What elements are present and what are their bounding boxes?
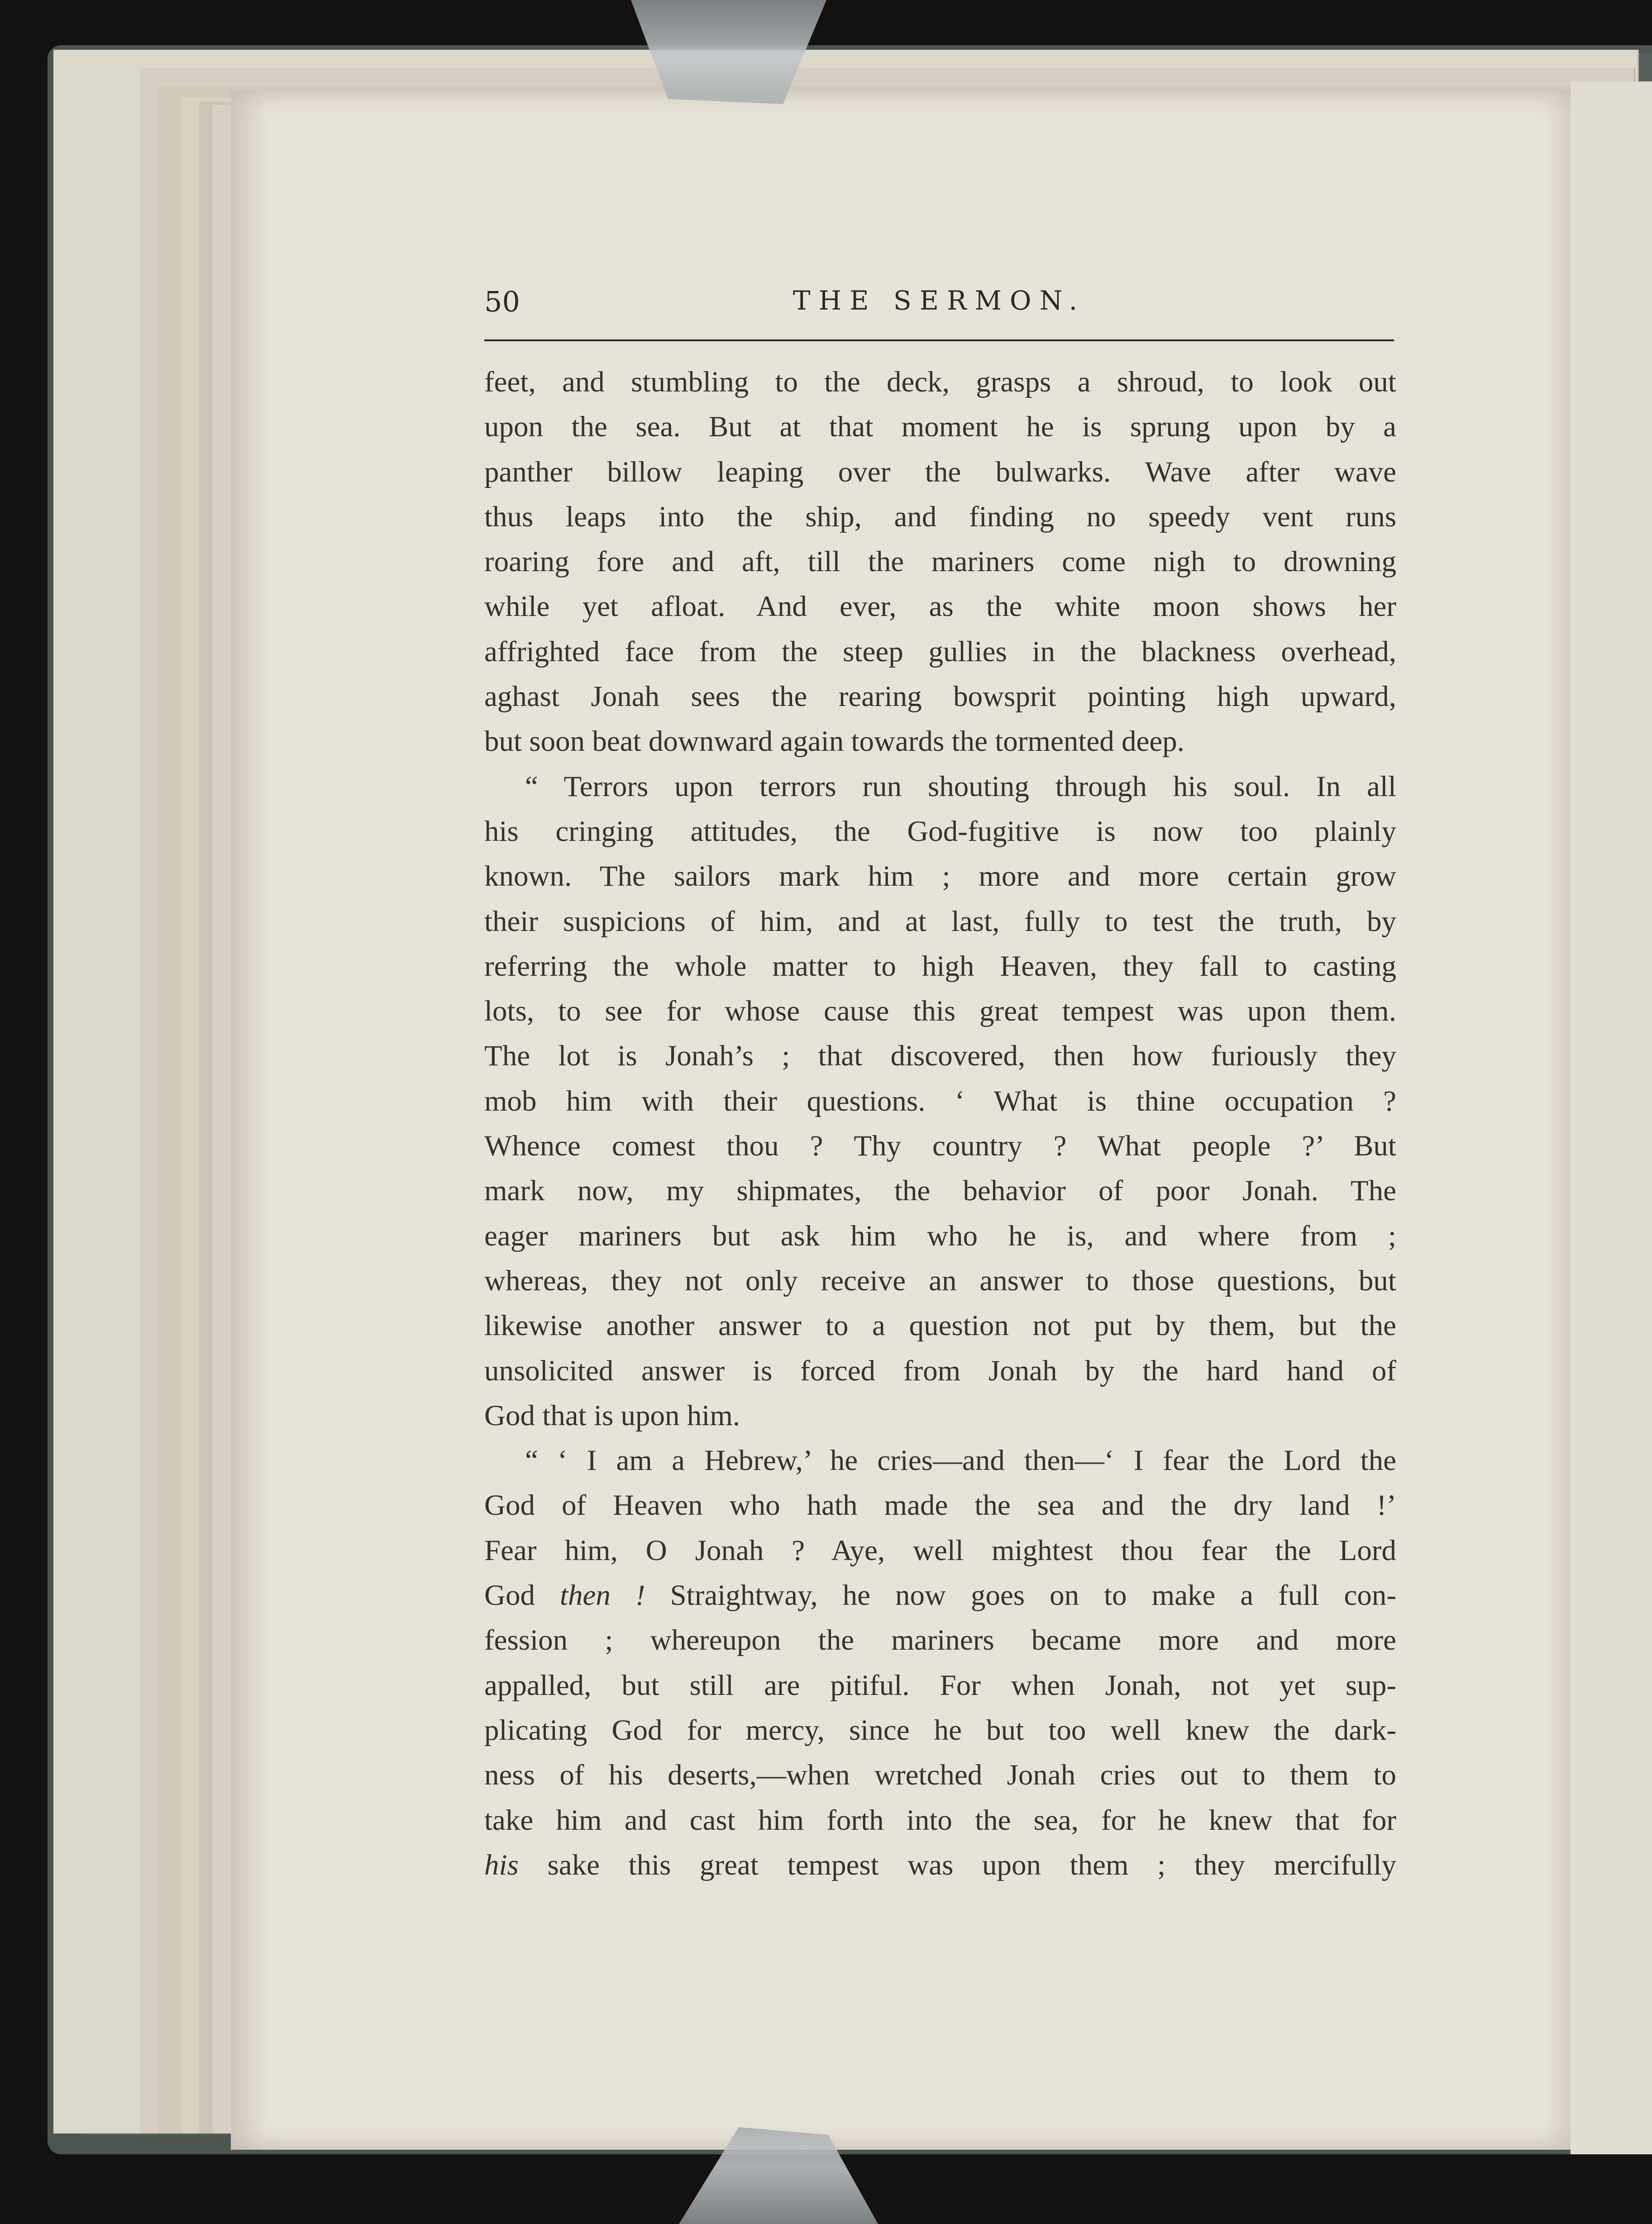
text-line — [484, 899, 1396, 944]
text-line — [484, 539, 1396, 584]
text-run: fession ; whereupon the mariners became more and more — [484, 1624, 1396, 1657]
text-run: unsolicited answer is forced from Jonah by the hard hand of — [484, 1354, 1396, 1387]
text-line — [484, 1169, 1396, 1213]
text-run: God — [484, 1579, 560, 1612]
text-line — [484, 360, 1396, 405]
text-line — [484, 405, 1396, 449]
text-run: upon the sea. But at that moment he is sprung upon by a — [484, 410, 1396, 444]
text-line — [484, 1349, 1396, 1394]
text-run: Straightway, he now goes on to make a full con- — [645, 1579, 1396, 1612]
text-line — [484, 1618, 1396, 1663]
text-run: “ ‘ I am a Hebrew,’ he cries—and then—‘ I fear the Lord the — [525, 1444, 1396, 1477]
text-run: plicating God for mercy, since he but too well knew the dark- — [484, 1713, 1396, 1747]
text-run: Whence comest thou ? Thy country ? What people ?’ But — [484, 1130, 1396, 1163]
italic-text: his — [484, 1848, 519, 1881]
text-line — [484, 630, 1396, 674]
text-run: God of Heaven who hath made the sea and the dry land !’ — [484, 1489, 1396, 1522]
text-run: likewise another answer to a question not put by them, but the — [484, 1309, 1396, 1342]
text-line — [484, 1753, 1396, 1798]
text-line — [484, 1124, 1396, 1169]
text-line — [484, 584, 1396, 629]
text-run: his cringing attitudes, the God-fugitive is now too plainly — [484, 815, 1396, 848]
text-line — [484, 450, 1396, 495]
text-line — [484, 1528, 1396, 1573]
text-run: whereas, they not only receive an answer to those questions, but — [484, 1264, 1396, 1297]
text-line — [484, 1483, 1396, 1528]
text-run: The lot is Jonah’s ; that discovered, then how furiously they — [484, 1040, 1396, 1073]
text-run: aghast Jonah sees the rearing bowsprit pointing high upward, — [484, 680, 1396, 713]
text-run: mark now, my shipmates, the behavior of poor Jonah. The — [484, 1174, 1396, 1207]
text-run: referring the whole matter to high Heaven, they fall to casting — [484, 950, 1396, 983]
text-run: roaring fore and aft, till the mariners come nigh to drowning — [484, 545, 1396, 578]
text-line — [484, 854, 1396, 899]
text-run: mob him with their questions. ‘ What is thine occupation ? — [484, 1084, 1396, 1117]
text-line — [484, 1438, 1396, 1483]
text-line — [484, 1259, 1396, 1303]
text-line — [484, 989, 1396, 1034]
text-line — [484, 1843, 1396, 1888]
text-run: Fear him, O Jonah ? Aye, well mightest thou fear the Lord — [484, 1534, 1396, 1567]
text-run: panther billow leaping over the bulwarks. Wave after wave — [484, 455, 1396, 488]
text-line — [484, 1079, 1396, 1124]
text-line — [484, 764, 1396, 809]
text-run: ness of his deserts,—when wretched Jonah cries out to them to — [484, 1759, 1396, 1792]
text-run: feet, and stumbling to the deck, grasps a shroud, to look out — [484, 366, 1396, 398]
text-run: take him and cast him forth into the sea, for he knew that for — [484, 1804, 1396, 1837]
text-line — [484, 809, 1396, 854]
text-run: God that is upon him. — [484, 1399, 740, 1432]
page-header — [484, 285, 1394, 341]
text-line — [484, 719, 1396, 764]
text-run: their suspicions of him, and at last, fully to test the truth, by — [484, 905, 1396, 938]
text-line — [484, 1303, 1396, 1348]
text-line — [484, 944, 1396, 989]
text-run: eager mariners but ask him who he is, and where from ; — [484, 1219, 1396, 1252]
text-line — [484, 1798, 1396, 1843]
text-line — [484, 1394, 1396, 1438]
text-run: “ Terrors upon terrors run shouting through his soul. In all — [525, 770, 1396, 803]
page-number: 50 — [484, 285, 520, 318]
text-run: affrighted face from the steep gullies in the blackness overhead, — [484, 635, 1396, 668]
text-run: lots, to see for whose cause this great tempest was upon them. — [484, 995, 1396, 1028]
facing-page-edge — [1571, 81, 1652, 2154]
text-line — [484, 495, 1396, 539]
text-line — [484, 674, 1396, 719]
text-line — [484, 1663, 1396, 1708]
text-line — [484, 1214, 1396, 1259]
text-run: but soon beat downward again towards the tormented deep. — [484, 725, 1184, 758]
text-line — [484, 1034, 1396, 1079]
text-run: thus leaps into the ship, and finding no speedy vent runs — [484, 500, 1396, 533]
text-run: appalled, but still are pitiful. For when Jonah, not yet sup- — [484, 1669, 1396, 1702]
page-body-text — [484, 360, 1396, 1888]
text-run: known. The sailors mark him ; more and more certain grow — [484, 860, 1396, 893]
italic-text: then ! — [559, 1579, 645, 1612]
text-run: sake this great tempest was upon them ; they mercifully — [518, 1848, 1396, 1881]
text-run: while yet afloat. And ever, as the white moon shows her — [484, 590, 1396, 623]
text-line — [484, 1573, 1396, 1618]
running-title: THE SERMON. — [793, 285, 1086, 316]
text-line — [484, 1708, 1396, 1753]
